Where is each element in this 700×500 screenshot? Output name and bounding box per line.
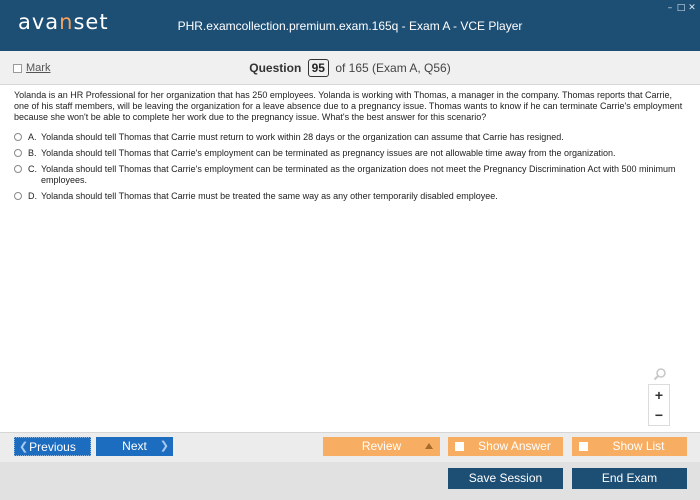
- question-content: [14, 90, 686, 207]
- option-letter: D.: [28, 191, 37, 201]
- option-text: Yolanda should tell Thomas that Carrie's employment can be terminated as the organization does not meet the Pregnancy Discrimination Act with 500 minimum employees.: [41, 164, 676, 185]
- zoom-in-button[interactable]: +: [654, 387, 664, 403]
- question-number-input[interactable]: 95: [308, 59, 329, 77]
- answer-option-c[interactable]: [14, 164, 686, 186]
- zoom-controls: [648, 384, 670, 426]
- show-list-button[interactable]: [572, 437, 687, 456]
- restore-icon[interactable]: □: [676, 3, 686, 13]
- radio-icon[interactable]: [14, 149, 22, 157]
- question-total: of 165 (Exam A, Q56): [335, 61, 451, 75]
- chevron-left-icon: ❮: [19, 441, 29, 453]
- answer-option-b[interactable]: [14, 148, 686, 159]
- previous-button[interactable]: [14, 437, 91, 456]
- radio-icon[interactable]: [14, 133, 22, 141]
- option-letter: A.: [28, 132, 37, 142]
- minimize-icon[interactable]: –: [667, 3, 673, 13]
- previous-label: Previous: [29, 440, 76, 454]
- app-logo: avanset: [18, 10, 109, 34]
- checkbox-icon[interactable]: [579, 442, 588, 451]
- next-button[interactable]: [96, 437, 173, 456]
- option-letter: C.: [28, 164, 37, 174]
- show-answer-button[interactable]: [448, 437, 563, 456]
- option-text: Yolanda should tell Thomas that Carrie must return to work within 28 days or the organization can assume that Carrie has resigned.: [41, 132, 564, 142]
- show-answer-label: Show Answer: [478, 439, 551, 453]
- zoom-out-button[interactable]: −: [654, 407, 664, 423]
- review-button[interactable]: [323, 437, 440, 456]
- magnifier-icon: [652, 367, 668, 383]
- triangle-up-icon: [425, 443, 433, 449]
- save-session-button[interactable]: Save Session: [448, 468, 563, 489]
- option-letter: B.: [28, 148, 37, 158]
- title-bar: [0, 0, 700, 51]
- answer-option-a[interactable]: [14, 132, 686, 143]
- show-list-label: Show List: [612, 439, 665, 453]
- close-icon[interactable]: ✕: [688, 3, 696, 13]
- radio-icon[interactable]: [14, 165, 22, 173]
- option-text: Yolanda should tell Thomas that Carrie must be treated the same way as any other temporarily disabled employee.: [41, 191, 498, 201]
- question-text: Yolanda is an HR Professional for her organization that has 250 employees. Yolanda is working with Thomas, a manager in the company. Thomas reports that Carrie, one of his staff members, will be leaving the organization for a leave absence due to a pregnancy issue. Thomas wants to know if he can terminate Carrie's employment because she won't be able to complete her work due to the pregnancy issue. What's the best answer for this scenario?: [14, 90, 683, 122]
- mark-label: Mark: [26, 62, 51, 74]
- checkbox-icon[interactable]: [455, 442, 464, 451]
- next-label: Next: [122, 439, 147, 453]
- option-text: Yolanda should tell Thomas that Carrie's employment can be terminated as pregnancy issues are not allowable time away from the organization.: [41, 148, 616, 158]
- radio-icon[interactable]: [14, 192, 22, 200]
- review-label: Review: [361, 439, 402, 453]
- question-number-indicator: [0, 59, 700, 77]
- chevron-right-icon: ❯: [159, 440, 169, 452]
- answer-option-d[interactable]: [14, 191, 686, 202]
- window-title: PHR.examcollection.premium.exam.165q - Exam A - VCE Player: [177, 19, 523, 33]
- question-header: [0, 51, 700, 85]
- end-exam-button[interactable]: End Exam: [572, 468, 687, 489]
- question-label: Question: [249, 61, 302, 75]
